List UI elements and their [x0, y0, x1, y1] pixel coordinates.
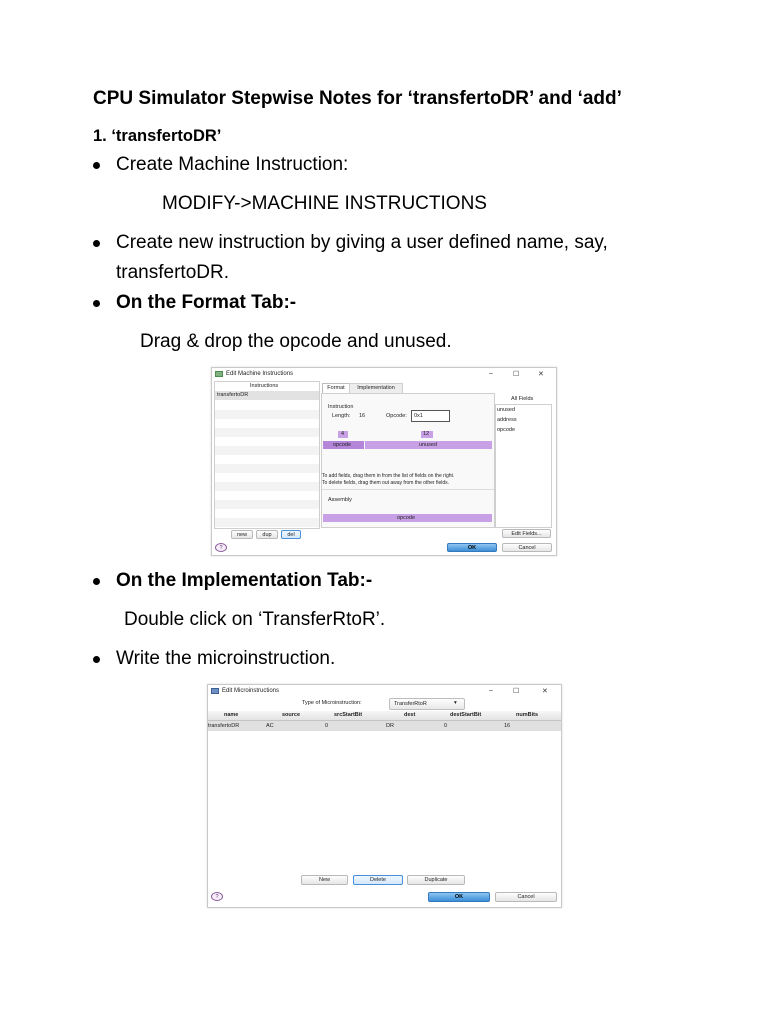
- implementation-instruction: Double click on ‘TransferRtoR’.: [124, 609, 386, 630]
- del-button[interactable]: del: [281, 530, 301, 539]
- help-button[interactable]: ?: [215, 543, 227, 552]
- length-label: Length:: [332, 413, 351, 419]
- list-item[interactable]: unused: [497, 407, 516, 413]
- close-icon[interactable]: ✕: [538, 371, 544, 378]
- app-icon: [215, 371, 223, 377]
- list-item[interactable]: opcode: [497, 427, 516, 433]
- bullet-dot: [93, 240, 100, 247]
- window-titlebar: [208, 685, 561, 698]
- chevron-down-icon: ▾: [454, 700, 457, 706]
- maximize-icon[interactable]: ☐: [513, 688, 520, 695]
- dup-button[interactable]: dup: [256, 530, 278, 539]
- microinstruction-type-select[interactable]: TransferRtoR ▾: [389, 698, 465, 710]
- length-value: 16: [359, 413, 366, 419]
- table-body: [208, 732, 561, 871]
- list-item[interactable]: transfertoDR: [215, 391, 319, 400]
- assembly-label: Assembly: [328, 497, 352, 503]
- opcode-input[interactable]: 0x1: [411, 410, 450, 422]
- column-header[interactable]: dest: [404, 712, 416, 718]
- help-button[interactable]: ?: [211, 892, 223, 901]
- tab-format[interactable]: Format: [322, 383, 350, 393]
- opcode-label: Opcode:: [386, 413, 407, 419]
- cancel-button[interactable]: Cancel: [495, 892, 557, 902]
- instructions-header: Instructions: [250, 383, 279, 389]
- column-header[interactable]: destStartBit: [450, 712, 482, 718]
- column-header[interactable]: srcStartBit: [334, 712, 363, 718]
- menu-path: MODIFY->MACHINE INSTRUCTIONS: [162, 193, 487, 214]
- edit-fields-button[interactable]: Edit Fields...: [502, 529, 551, 538]
- step-implementation-tab: On the Implementation Tab:-: [116, 570, 373, 591]
- app-icon: [211, 688, 219, 694]
- step-new-instruction-line1: Create new instruction by giving a user defined name, say,: [116, 232, 608, 253]
- bullet-dot: [93, 578, 100, 585]
- list-item[interactable]: address: [497, 417, 517, 423]
- document-title: CPU Simulator Stepwise Notes for ‘transfertoDR’ and ‘add’: [93, 88, 622, 109]
- all-fields-list: [495, 404, 552, 528]
- all-fields-header: All Fields: [511, 396, 534, 402]
- column-header[interactable]: name: [224, 712, 239, 718]
- new-button[interactable]: new: [231, 530, 253, 539]
- assembly-opcode-field[interactable]: opcode: [323, 514, 492, 522]
- ok-button[interactable]: OK: [447, 543, 497, 552]
- section-heading: 1. ‘transfertoDR’: [93, 127, 222, 145]
- opcode-field[interactable]: opcode: [323, 441, 364, 449]
- instruction-label: Instruction: [328, 404, 354, 410]
- bullet-dot: [93, 300, 100, 307]
- step-new-instruction-line2: transfertoDR.: [116, 262, 229, 283]
- duplicate-button[interactable]: Duplicate: [407, 875, 465, 885]
- microinstruction-type-label: Type of Microinstruction:: [302, 700, 362, 706]
- instructions-list: [214, 381, 320, 529]
- minimize-icon[interactable]: –: [489, 370, 493, 377]
- machine-instructions-screenshot: [211, 367, 557, 556]
- bullet-dot: [93, 162, 100, 169]
- step-format-tab: On the Format Tab:-: [116, 292, 297, 313]
- minimize-icon[interactable]: –: [489, 687, 493, 694]
- ok-button[interactable]: OK: [428, 892, 490, 902]
- format-instruction: Drag & drop the opcode and unused.: [140, 331, 452, 352]
- bullet-dot: [93, 656, 100, 663]
- unused-field[interactable]: unused: [365, 441, 492, 449]
- help-text-delete: To delete fields, drag them out away from the other fields.: [322, 480, 450, 486]
- column-header[interactable]: numBits: [516, 712, 538, 718]
- format-panel: [321, 393, 495, 528]
- unused-bits-badge: 12: [421, 431, 433, 438]
- step-write-microinstruction: Write the microinstruction.: [116, 648, 336, 669]
- help-text-add: To add fields, drag them in from the list of fields on the right.: [322, 473, 455, 479]
- window-title: Edit Machine Instructions: [226, 371, 294, 377]
- step-create-instruction: Create Machine Instruction:: [116, 154, 349, 175]
- window-title: Edit Microinstructions: [222, 688, 280, 694]
- table-header: [208, 711, 561, 721]
- cancel-button[interactable]: Cancel: [502, 543, 552, 552]
- table-row[interactable]: transfertoDR AC 0 DR 0 16: [208, 721, 561, 731]
- close-icon[interactable]: ✕: [542, 688, 548, 695]
- new-button[interactable]: New: [301, 875, 348, 885]
- microinstructions-screenshot: [207, 684, 562, 908]
- maximize-icon[interactable]: ☐: [513, 371, 520, 378]
- window-titlebar: [212, 368, 556, 381]
- delete-button[interactable]: Delete: [353, 875, 403, 885]
- opcode-bits-badge: 4: [338, 431, 348, 438]
- column-header[interactable]: source: [282, 712, 301, 718]
- tab-implementation[interactable]: Implementation: [349, 383, 403, 394]
